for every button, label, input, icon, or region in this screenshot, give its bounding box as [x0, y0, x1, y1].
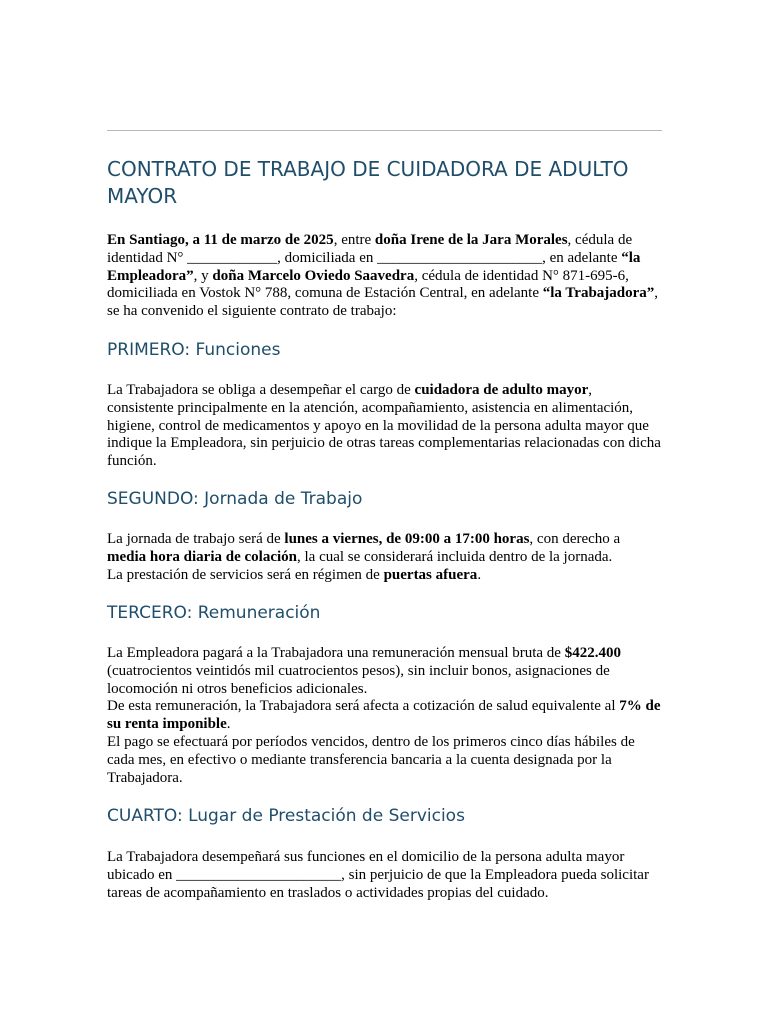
intro-text: , y — [193, 267, 213, 284]
body-text: La jornada de trabajo será de — [107, 531, 285, 547]
body-text: . — [477, 566, 482, 583]
section-heading-tercero: TERCERO: Remuneración — [107, 603, 321, 623]
work-schedule: lunes a viernes, de 09:00 a 17:00 horas — [284, 531, 530, 547]
body-text: (cuatrocientos veintidós mil cuatrocientos pesos), sin incluir bonos, asignaciones de locomoción ni otros beneficios adicionales. — [107, 662, 610, 697]
body-text: , consistente principalmente en la atención, acompañamiento, asistencia en alimentación, higiene, control de medicamentos y apoyo en la movilidad de la persona adulta mayor que indique la Empleadora, sin perjuicio de otras tareas complementarias relacionadas con dicha función. — [107, 382, 661, 470]
section-heading-primero: PRIMERO: Funciones — [107, 340, 281, 360]
body-text: La Trabajadora se obliga a desempeñar el cargo de — [107, 382, 415, 398]
job-title: cuidadora de adulto mayor — [414, 382, 589, 398]
intro-text: , entre — [333, 232, 375, 248]
salary-amount: $422.400 — [564, 645, 621, 661]
section-body-cuarto — [107, 849, 662, 902]
section-body-segundo — [107, 531, 662, 584]
body-text: , con derecho a — [529, 531, 621, 547]
employer-name: doña Irene de la Jara Morales — [374, 232, 568, 248]
body-text: . — [226, 716, 231, 733]
work-regime: puertas afuera — [383, 566, 478, 583]
health-contribution: 7% de su renta imponible — [107, 698, 661, 733]
body-text: El pago se efectuará por períodos vencidos, dentro de los primeros cinco días hábiles de cada mes, en efectivo o mediante transferencia bancaria a la cuenta designada por la Trabajadora. — [107, 733, 635, 786]
body-text: , la cual se considerará incluida dentro de la jornada. — [297, 548, 613, 565]
worker-name: doña Marcelo Oviedo Saavedra — [212, 267, 415, 284]
intro-text: , cédula de identidad N° ____________, domiciliada en ______________________, en adelante — [107, 232, 633, 266]
section-heading-segundo: SEGUNDO: Jornada de Trabajo — [107, 489, 363, 509]
body-text: De esta remuneración, la Trabajadora será afecta a cotización de salud equivalente al — [107, 698, 620, 715]
section-body-tercero — [107, 645, 662, 787]
intro-text: , cédula de identidad N° 871-695-6, domiciliada en Vostok N° 788, comuna de Estación Central, en adelante — [107, 267, 629, 302]
worker-label: “la Trabajadora” — [542, 285, 655, 302]
section-body-primero — [107, 382, 662, 471]
section-heading-cuarto: CUARTO: Lugar de Prestación de Servicios — [107, 806, 465, 826]
lunch-break: media hora diaria de colación — [107, 548, 297, 565]
intro-place-date: En Santiago, a 11 de marzo de 2025 — [107, 232, 334, 248]
header-divider — [107, 130, 662, 131]
document-title: CONTRATO DE TRABAJO DE CUIDADORA DE ADULTO MAYOR — [107, 157, 629, 208]
intro-text: , se ha convenido el siguiente contrato de trabajo: — [107, 285, 659, 320]
body-text: La Empleadora pagará a la Trabajadora una remuneración mensual bruta de — [107, 645, 565, 661]
body-text: La Trabajadora desempeñará sus funciones en el domicilio de la persona adulta mayor ubicado en ______________________, sin perjuicio de que la Empleadora pueda solicitar tareas de acompañamiento en traslados o actividades propias del cuidado. — [107, 849, 649, 901]
employer-label: “la Empleadora” — [107, 249, 641, 284]
body-text: La prestación de servicios será en régimen de — [107, 566, 384, 583]
intro-paragraph — [107, 232, 662, 321]
